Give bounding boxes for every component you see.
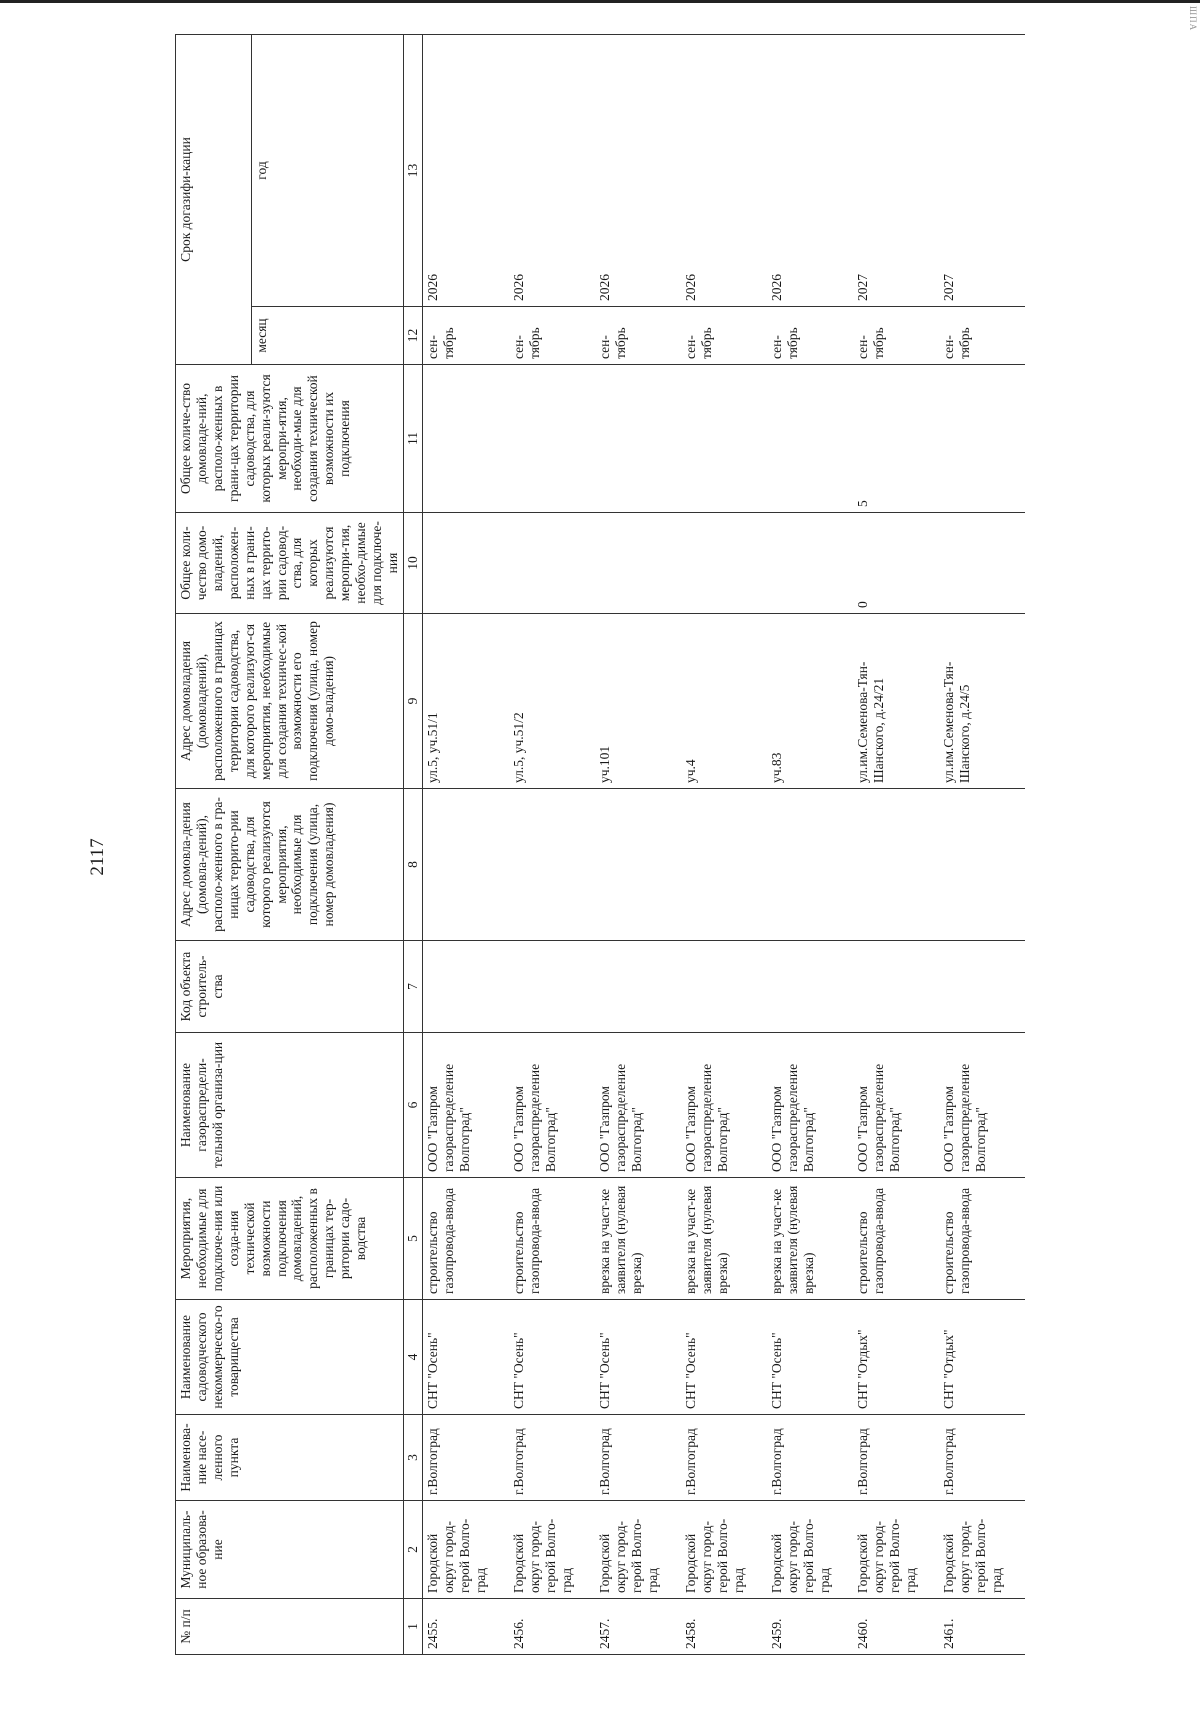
column-number: 8 bbox=[403, 789, 422, 941]
cell-count-measures bbox=[422, 513, 509, 614]
cell-measures: строительство газопровода-ввода bbox=[853, 1178, 939, 1300]
cell-gdo: ООО "Газпром газораспределение Волгоград" bbox=[853, 1033, 939, 1178]
cell-municipality: Городской округ город-герой Волго-град bbox=[422, 1501, 509, 1599]
cell-municipality: Городской округ город-герой Волго-град bbox=[509, 1501, 595, 1599]
cell-year: 2026 bbox=[595, 34, 681, 306]
cell-snt: СНТ "Осень" bbox=[422, 1300, 509, 1415]
table-row bbox=[853, 34, 939, 1654]
cell-year: 2026 bbox=[767, 34, 853, 306]
header-settlement: Наименова-ние насе-ленного пункта bbox=[176, 1415, 404, 1501]
cell-code bbox=[853, 941, 939, 1033]
cell-snt: СНТ "Осень" bbox=[595, 1300, 681, 1415]
cell-month: сен-тябрь bbox=[509, 307, 595, 365]
header-snt: Наименование садоводческого некоммерческо-го товарищества bbox=[176, 1300, 404, 1415]
cell-year: 2026 bbox=[681, 34, 767, 306]
cell-address-technical: уч.4 bbox=[681, 614, 767, 789]
cell-measures: строительство газопровода-ввода bbox=[422, 1178, 509, 1300]
cell-snt: СНТ "Отдых" bbox=[853, 1300, 939, 1415]
table-row bbox=[422, 34, 509, 1654]
cell-snt: СНТ "Осень" bbox=[767, 1300, 853, 1415]
cell-year: 2026 bbox=[509, 34, 595, 306]
header-year: год bbox=[251, 34, 403, 306]
header-month: месяц bbox=[251, 307, 403, 365]
cell-count-technical bbox=[595, 365, 681, 513]
table-row bbox=[939, 34, 1025, 1654]
cell-settlement: г.Волгоград bbox=[595, 1415, 681, 1501]
cell-municipality: Городской округ город-герой Волго-град bbox=[595, 1501, 681, 1599]
corner-mark: ШПА bbox=[1188, 6, 1198, 32]
cell-measures: врезка на участ-ке заявителя (нулевая врезка) bbox=[595, 1178, 681, 1300]
cell-address-measures bbox=[853, 789, 939, 941]
cell-num: 2460. bbox=[853, 1599, 939, 1655]
cell-snt: СНТ "Отдых" bbox=[939, 1300, 1025, 1415]
cell-year: 2026 bbox=[422, 34, 509, 306]
cell-address-measures bbox=[422, 789, 509, 941]
cell-address-measures bbox=[939, 789, 1025, 941]
cell-gdo: ООО "Газпром газораспределение Волгоград" bbox=[681, 1033, 767, 1178]
cell-month: сен-тябрь bbox=[681, 307, 767, 365]
cell-gdo: ООО "Газпром газораспределение Волгоград" bbox=[595, 1033, 681, 1178]
cell-month: сен-тябрь bbox=[595, 307, 681, 365]
cell-count-technical bbox=[939, 365, 1025, 513]
page-number: 2117 bbox=[87, 838, 108, 876]
cell-count-measures: 0 bbox=[853, 513, 939, 614]
column-number: 7 bbox=[403, 941, 422, 1033]
cell-address-technical: ул.5, уч.51/2 bbox=[509, 614, 595, 789]
column-number: 12 bbox=[403, 307, 422, 365]
rotated-table-container bbox=[175, 35, 1035, 1655]
cell-month: сен-тябрь bbox=[422, 307, 509, 365]
cell-gdo: ООО "Газпром газораспределение Волгоград" bbox=[767, 1033, 853, 1178]
cell-measures: строительство газопровода-ввода bbox=[509, 1178, 595, 1300]
column-number: 4 bbox=[403, 1300, 422, 1415]
cell-measures: врезка на участ-ке заявителя (нулевая врезка) bbox=[681, 1178, 767, 1300]
cell-month: сен-тябрь bbox=[767, 307, 853, 365]
cell-code bbox=[767, 941, 853, 1033]
cell-measures: строительство газопровода-ввода bbox=[939, 1178, 1025, 1300]
cell-num: 2461. bbox=[939, 1599, 1025, 1655]
header-count-technical: Общее количе-ство домовладе-ний, располо-женных в грани-цах территории садоводства, для которых реали-зуются меропри-ятия, необходи-мые для создания технической возможности их подключения bbox=[176, 365, 404, 513]
cell-year: 2027 bbox=[853, 34, 939, 306]
column-number: 6 bbox=[403, 1033, 422, 1178]
cell-num: 2456. bbox=[509, 1599, 595, 1655]
cell-count-measures bbox=[681, 513, 767, 614]
cell-address-measures bbox=[595, 789, 681, 941]
cell-count-technical bbox=[767, 365, 853, 513]
gasification-table bbox=[175, 34, 1025, 1655]
header-num: № п/п bbox=[176, 1599, 404, 1655]
cell-month: сен-тябрь bbox=[939, 307, 1025, 365]
header-gdo: Наименование газораспредели-тельной организа-ции bbox=[176, 1033, 404, 1178]
column-number: 13 bbox=[403, 34, 422, 306]
header-count-measures: Общее коли-чество домо-владений, расположен-ных в грани-цах террито-рии садовод-ства, для которых реализуются меропри-тия, необхо-димые для подключе-ния bbox=[176, 513, 404, 614]
column-number: 11 bbox=[403, 365, 422, 513]
cell-code bbox=[595, 941, 681, 1033]
cell-code bbox=[681, 941, 767, 1033]
cell-municipality: Городской округ город-герой Волго-град bbox=[939, 1501, 1025, 1599]
cell-municipality: Городской округ город-герой Волго-град bbox=[767, 1501, 853, 1599]
cell-count-technical bbox=[509, 365, 595, 513]
header-row bbox=[176, 34, 252, 1654]
header-address-measures: Адрес домовла-дения (домовла-дений), располо-женного в гра-ницах террито-рии садоводства, для которого реализуются мероприятия, необходимые для подключения (улица, номер домовладения) bbox=[176, 789, 404, 941]
cell-month: сен-тябрь bbox=[853, 307, 939, 365]
cell-count-measures bbox=[595, 513, 681, 614]
cell-address-measures bbox=[767, 789, 853, 941]
column-number: 1 bbox=[403, 1599, 422, 1655]
column-number: 9 bbox=[403, 614, 422, 789]
cell-count-measures bbox=[939, 513, 1025, 614]
cell-count-technical bbox=[681, 365, 767, 513]
column-number: 2 bbox=[403, 1501, 422, 1599]
column-number: 3 bbox=[403, 1415, 422, 1501]
header-deadline: Срок догазифи-кации bbox=[176, 34, 252, 364]
column-number: 5 bbox=[403, 1178, 422, 1300]
cell-settlement: г.Волгоград bbox=[681, 1415, 767, 1501]
cell-count-technical: 5 bbox=[853, 365, 939, 513]
cell-gdo: ООО "Газпром газораспределение Волгоград" bbox=[509, 1033, 595, 1178]
cell-code bbox=[509, 941, 595, 1033]
table-row bbox=[595, 34, 681, 1654]
cell-municipality: Городской округ город-герой Волго-град bbox=[681, 1501, 767, 1599]
cell-measures: врезка на участ-ке заявителя (нулевая врезка) bbox=[767, 1178, 853, 1300]
cell-num: 2458. bbox=[681, 1599, 767, 1655]
header-address-technical: Адрес домовладения (домовладений), расположенного в границах территории садоводства, для которого реализуют-ся мероприятия, необходимые для создания техничес-кой возможности его подключения (улица, номер домо-владения) bbox=[176, 614, 404, 789]
table-row bbox=[509, 34, 595, 1654]
cell-settlement: г.Волгоград bbox=[422, 1415, 509, 1501]
cell-gdo: ООО "Газпром газораспределение Волгоград" bbox=[422, 1033, 509, 1178]
cell-address-technical: ул.им.Семенова-Тян-Шанского, д.24/21 bbox=[853, 614, 939, 789]
cell-code bbox=[939, 941, 1025, 1033]
cell-snt: СНТ "Осень" bbox=[681, 1300, 767, 1415]
cell-num: 2459. bbox=[767, 1599, 853, 1655]
cell-count-technical bbox=[422, 365, 509, 513]
cell-address-measures bbox=[681, 789, 767, 941]
cell-count-measures bbox=[509, 513, 595, 614]
table-row bbox=[767, 34, 853, 1654]
table-row bbox=[681, 34, 767, 1654]
cell-municipality: Городской округ город-герой Волго-град bbox=[853, 1501, 939, 1599]
cell-address-technical: уч.101 bbox=[595, 614, 681, 789]
header-measures: Мероприятия, необходимые для подключе-ния или созда-ния технической возможности подключения домовладений, расположенных в границах тер-ритории садо-водства bbox=[176, 1178, 404, 1300]
cell-code bbox=[422, 941, 509, 1033]
top-border-line bbox=[0, 0, 1200, 3]
cell-settlement: г.Волгоград bbox=[939, 1415, 1025, 1501]
cell-year: 2027 bbox=[939, 34, 1025, 306]
header-object-code: Код объекта строитель-ства bbox=[176, 941, 404, 1033]
cell-snt: СНТ "Осень" bbox=[509, 1300, 595, 1415]
cell-settlement: г.Волгоград bbox=[853, 1415, 939, 1501]
cell-address-technical: ул.5, уч.51/1 bbox=[422, 614, 509, 789]
cell-address-measures bbox=[509, 789, 595, 941]
cell-address-technical: уч.83 bbox=[767, 614, 853, 789]
cell-address-technical: ул.им.Семенова-Тян-Шанского, д.24/5 bbox=[939, 614, 1025, 789]
cell-num: 2455. bbox=[422, 1599, 509, 1655]
cell-gdo: ООО "Газпром газораспределение Волгоград" bbox=[939, 1033, 1025, 1178]
cell-settlement: г.Волгоград bbox=[767, 1415, 853, 1501]
cell-settlement: г.Волгоград bbox=[509, 1415, 595, 1501]
cell-num: 2457. bbox=[595, 1599, 681, 1655]
column-number: 10 bbox=[403, 513, 422, 614]
header-municipality: Муниципаль-ное образова-ние bbox=[176, 1501, 404, 1599]
cell-count-measures bbox=[767, 513, 853, 614]
column-number-row bbox=[403, 34, 422, 1654]
